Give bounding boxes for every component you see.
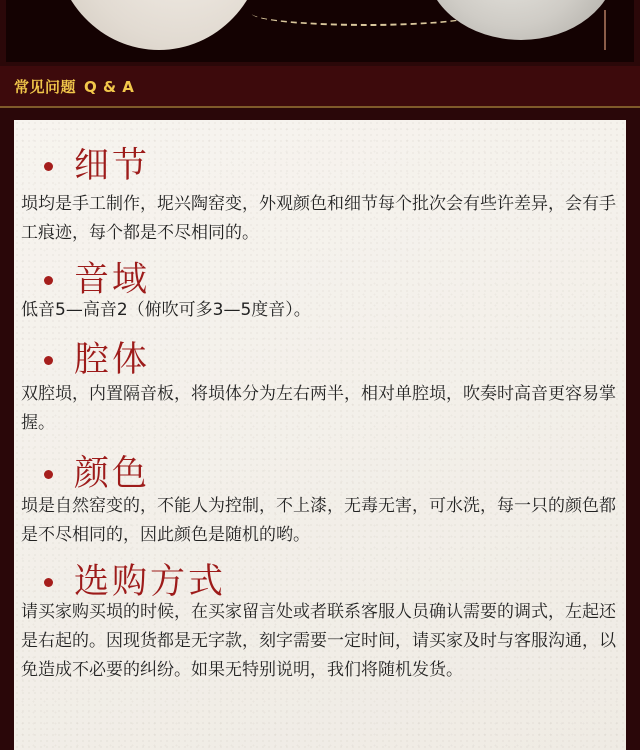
decorative-cord <box>604 10 606 50</box>
faq-item-title: 细节 <box>74 146 151 186</box>
faq-item-color <box>14 454 626 545</box>
faq-item-chamber <box>14 340 626 433</box>
faq-item-detail <box>14 146 626 243</box>
faq-item-title: 腔体 <box>74 340 151 380</box>
faq-card <box>14 120 626 750</box>
hero-image <box>0 0 640 66</box>
bullet-icon <box>44 276 53 285</box>
section-title-text: 常见问题 <box>14 78 77 96</box>
bullet-icon <box>44 470 53 479</box>
faq-item-title: 颜色 <box>74 454 151 494</box>
faq-item-body: 双腔埙，内置隔音板，将埙体分为左右两半，相对单腔埙，吹奏时高音更容易掌握。 <box>21 384 616 433</box>
faq-item-purchase <box>14 562 626 680</box>
faq-item-title: 音域 <box>74 260 151 300</box>
faq-item-range <box>14 260 626 320</box>
faq-item-body: 埙是自然窑变的，不能人为控制，不上漆，无毒无害，可水洗，每一只的颜色都是不尽相同的，因此颜色是随机的哟。 <box>21 496 616 545</box>
section-subtitle: Q & A <box>84 78 135 96</box>
bullet-icon <box>44 356 53 365</box>
faq-item-body: 低音5—高音2（俯吹可多3—5度音）。 <box>21 300 311 320</box>
ceramic-xun-left <box>54 0 264 50</box>
faq-item-body: 请买家购买埙的时候，在买家留言处或者联系客服人员确认需要的调式，左起还是右起的。因现货都是无字款，刻字需要一定时间，请买家及时与客服沟通，以免造成不必要的纠纷。如果无特别说明，我们将随机发货。 <box>21 602 616 680</box>
faq-item-title: 选购方式 <box>74 562 227 602</box>
faq-item-body: 埙均是手工制作，坭兴陶窑变，外观颜色和细节每个批次会有些许差异，会有手工痕迹，每个都是不尽相同的。 <box>21 194 616 243</box>
section-title <box>14 76 134 97</box>
bullet-icon <box>44 578 53 587</box>
bullet-icon <box>44 162 53 171</box>
section-header <box>0 66 640 108</box>
hero-photo <box>6 0 634 62</box>
